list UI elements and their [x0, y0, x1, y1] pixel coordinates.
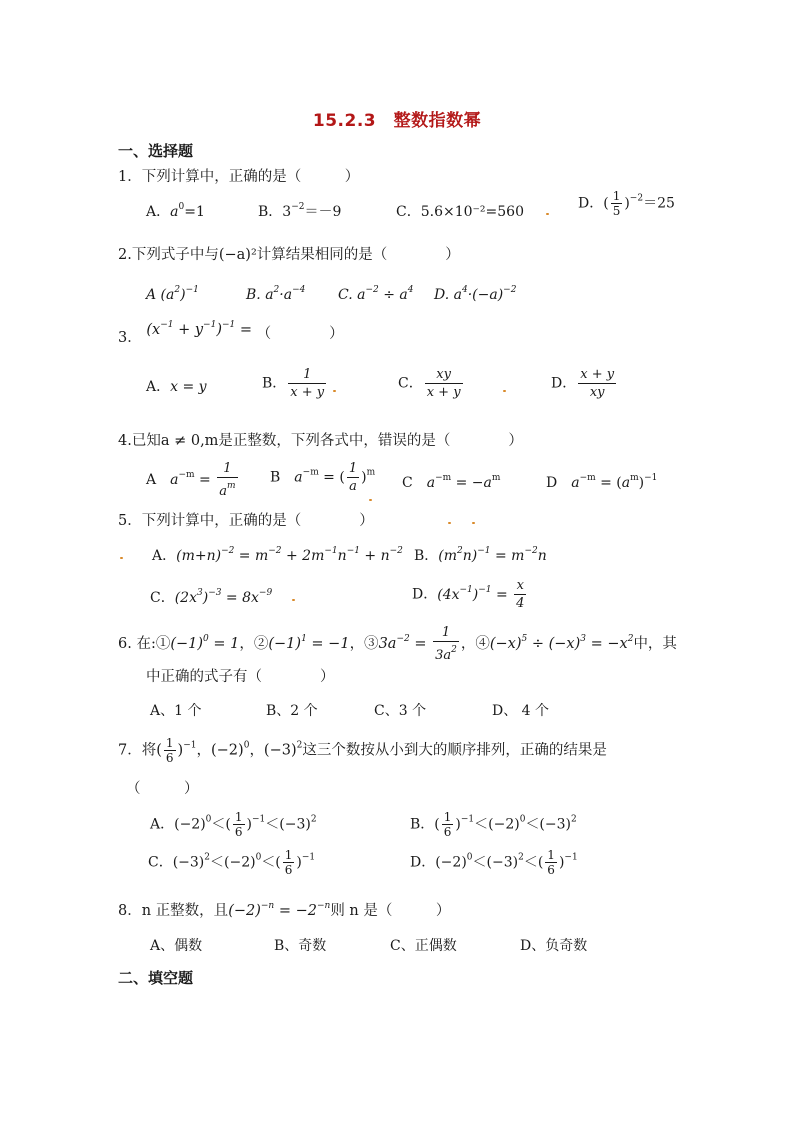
q2-option-c: C. $a^{-2} \div a^4$ — [338, 285, 414, 303]
q3-option-a: A．x = y — [146, 379, 207, 395]
q4-option-a: A $a^{-m}$ = $\frac{1}{a^m}$ — [146, 461, 236, 499]
q8-option-c: C、正偶数 — [390, 938, 457, 954]
q4-option-b: B $a^{-m}$ = ( $\frac{1}{a}$ )$^m$ — [270, 461, 376, 494]
scan-speck — [120, 557, 123, 559]
q8-option-a: A、偶数 — [150, 938, 203, 954]
section-choice-heading: 一、选择题 — [118, 142, 194, 160]
q5-option-c: C．$(2x^3)^{-3} = 8x^{-9}$ — [150, 588, 273, 606]
q2-option-d: D. $a^4\cdot(-a)^{-2}$ — [434, 285, 517, 303]
q7-option-a: A．$(-2)^0<$( $\frac{1}{6}$ )$^{-1}<(-3)^2$ — [150, 810, 317, 839]
q2-option-b: B. $a^2\cdot a^{-4}$ — [246, 285, 306, 303]
q1-option-d: D．( $\frac{1}{5}$ )$^{-2}$＝25 — [578, 189, 675, 218]
q1-option-a: A．$a^0=1$ — [146, 202, 205, 220]
page-title: 15.2.3 整数指数幂 — [312, 111, 482, 131]
scan-speck — [472, 522, 475, 524]
scan-speck — [369, 499, 372, 501]
question-4-stem: 4.已知a ≠ 0,m是正整数，下列各式中，错误的是（ ） — [118, 433, 523, 449]
q6-option-b: B、2 个 — [266, 703, 318, 719]
question-1-stem: 1．下列计算中，正确的是（ ） — [118, 169, 360, 185]
q3-option-c: C． $\frac{xy}{x + y}$ — [398, 367, 461, 400]
q1-option-b: B．$3^{-2}=-9$ — [258, 202, 342, 220]
q3-expression: $(x^{-1} + y^{-1})^{-1}$ = — [146, 320, 253, 338]
q3-answer-paren: （ ） — [256, 326, 344, 342]
q7-stem-suffix: 这三个数按从小到大的顺序排列，正确的结果是 — [302, 742, 607, 759]
question-6-stem: 6. 在$:①(-1)^0 = 1$，$②(-1)^1 = -1$，$③3a^{-2}$ = $\frac{1}{3a^2}$ ，$④(-x)^5 \div (-x)^3 = -x^2$中，其 — [118, 625, 677, 663]
question-6-stem-line2: 中正确的式子有（ ） — [146, 669, 335, 685]
q7-stem-prefix: 7．将 — [118, 742, 157, 759]
question-7-stem: 7．将( $\frac{1}{6}$ )$^{-1}$，$(-2)^0$，$(-3)^2$这三个数按从小到大的顺序排列，正确的结果是 — [118, 736, 607, 765]
q5-option-b: B．$(m^2n)^{-1} = m^{-2}n$ — [414, 546, 547, 564]
q1-option-c: C．5.6×10⁻²=560 — [396, 204, 524, 220]
q8-option-b: B、奇数 — [274, 938, 327, 954]
q7-option-b: B．( $\frac{1}{6}$ )$^{-1}<(-2)^0<(-3)^2$ — [410, 810, 577, 839]
q6-option-d: D、 4 个 — [492, 703, 550, 719]
scan-speck — [333, 390, 336, 392]
question-2-stem: 2.下列式子中与(−a)²计算结果相同的是（ ） — [118, 247, 460, 263]
q8-option-d: D、负奇数 — [520, 938, 588, 954]
scan-speck — [292, 599, 295, 601]
q3-number: 3． — [118, 330, 142, 346]
scan-speck — [546, 213, 549, 215]
scan-speck — [448, 522, 451, 524]
question-8-stem: 8．n 正整数，且$(-2)^{-n} = -2^{-n}$则 n 是（ ） — [118, 901, 451, 919]
q2-option-a: A $(a^2)^{-1}$ — [146, 285, 199, 303]
q4-option-d: D $a^{-m} = (a^m)^{-1}$ — [546, 473, 658, 491]
q5-option-a: A．$(m+n)^{-2} = m^{-2} + 2m^{-1}n^{-1} + n^{-2}$ — [152, 546, 403, 564]
question-3-stem — [118, 320, 344, 347]
q5-option-d: D．$(4x^{-1})^{-1}$ = $\frac{x}{4}$ — [412, 578, 525, 611]
question-5-stem: 5．下列计算中，正确的是（ ） — [118, 513, 374, 529]
scan-speck — [503, 390, 506, 392]
q7-answer-paren: （ ） — [126, 781, 199, 797]
q4-option-c: C $a^{-m} = -a^m$ — [402, 473, 501, 491]
q7-option-d: D．$(-2)^0<(-3)^2<$( $\frac{1}{6}$ )$^{-1}$ — [410, 848, 578, 877]
q7-option-c: C．$(-3)^2<(-2)^0<$( $\frac{1}{6}$ )$^{-1}$ — [148, 848, 316, 877]
q8-stem-prefix: 8．n 正整数，且 — [118, 903, 229, 919]
q3-option-d: D． $\frac{x + y}{xy}$ — [551, 367, 615, 400]
q6-option-a: A、1 个 — [150, 703, 202, 719]
section-fill-heading: 二、填空题 — [118, 969, 194, 987]
q8-stem-suffix: 则 n 是（ ） — [330, 903, 451, 919]
q6-option-c: C、3 个 — [374, 703, 427, 719]
q3-option-b: B． $\frac{1}{x + y}$ — [262, 367, 325, 400]
